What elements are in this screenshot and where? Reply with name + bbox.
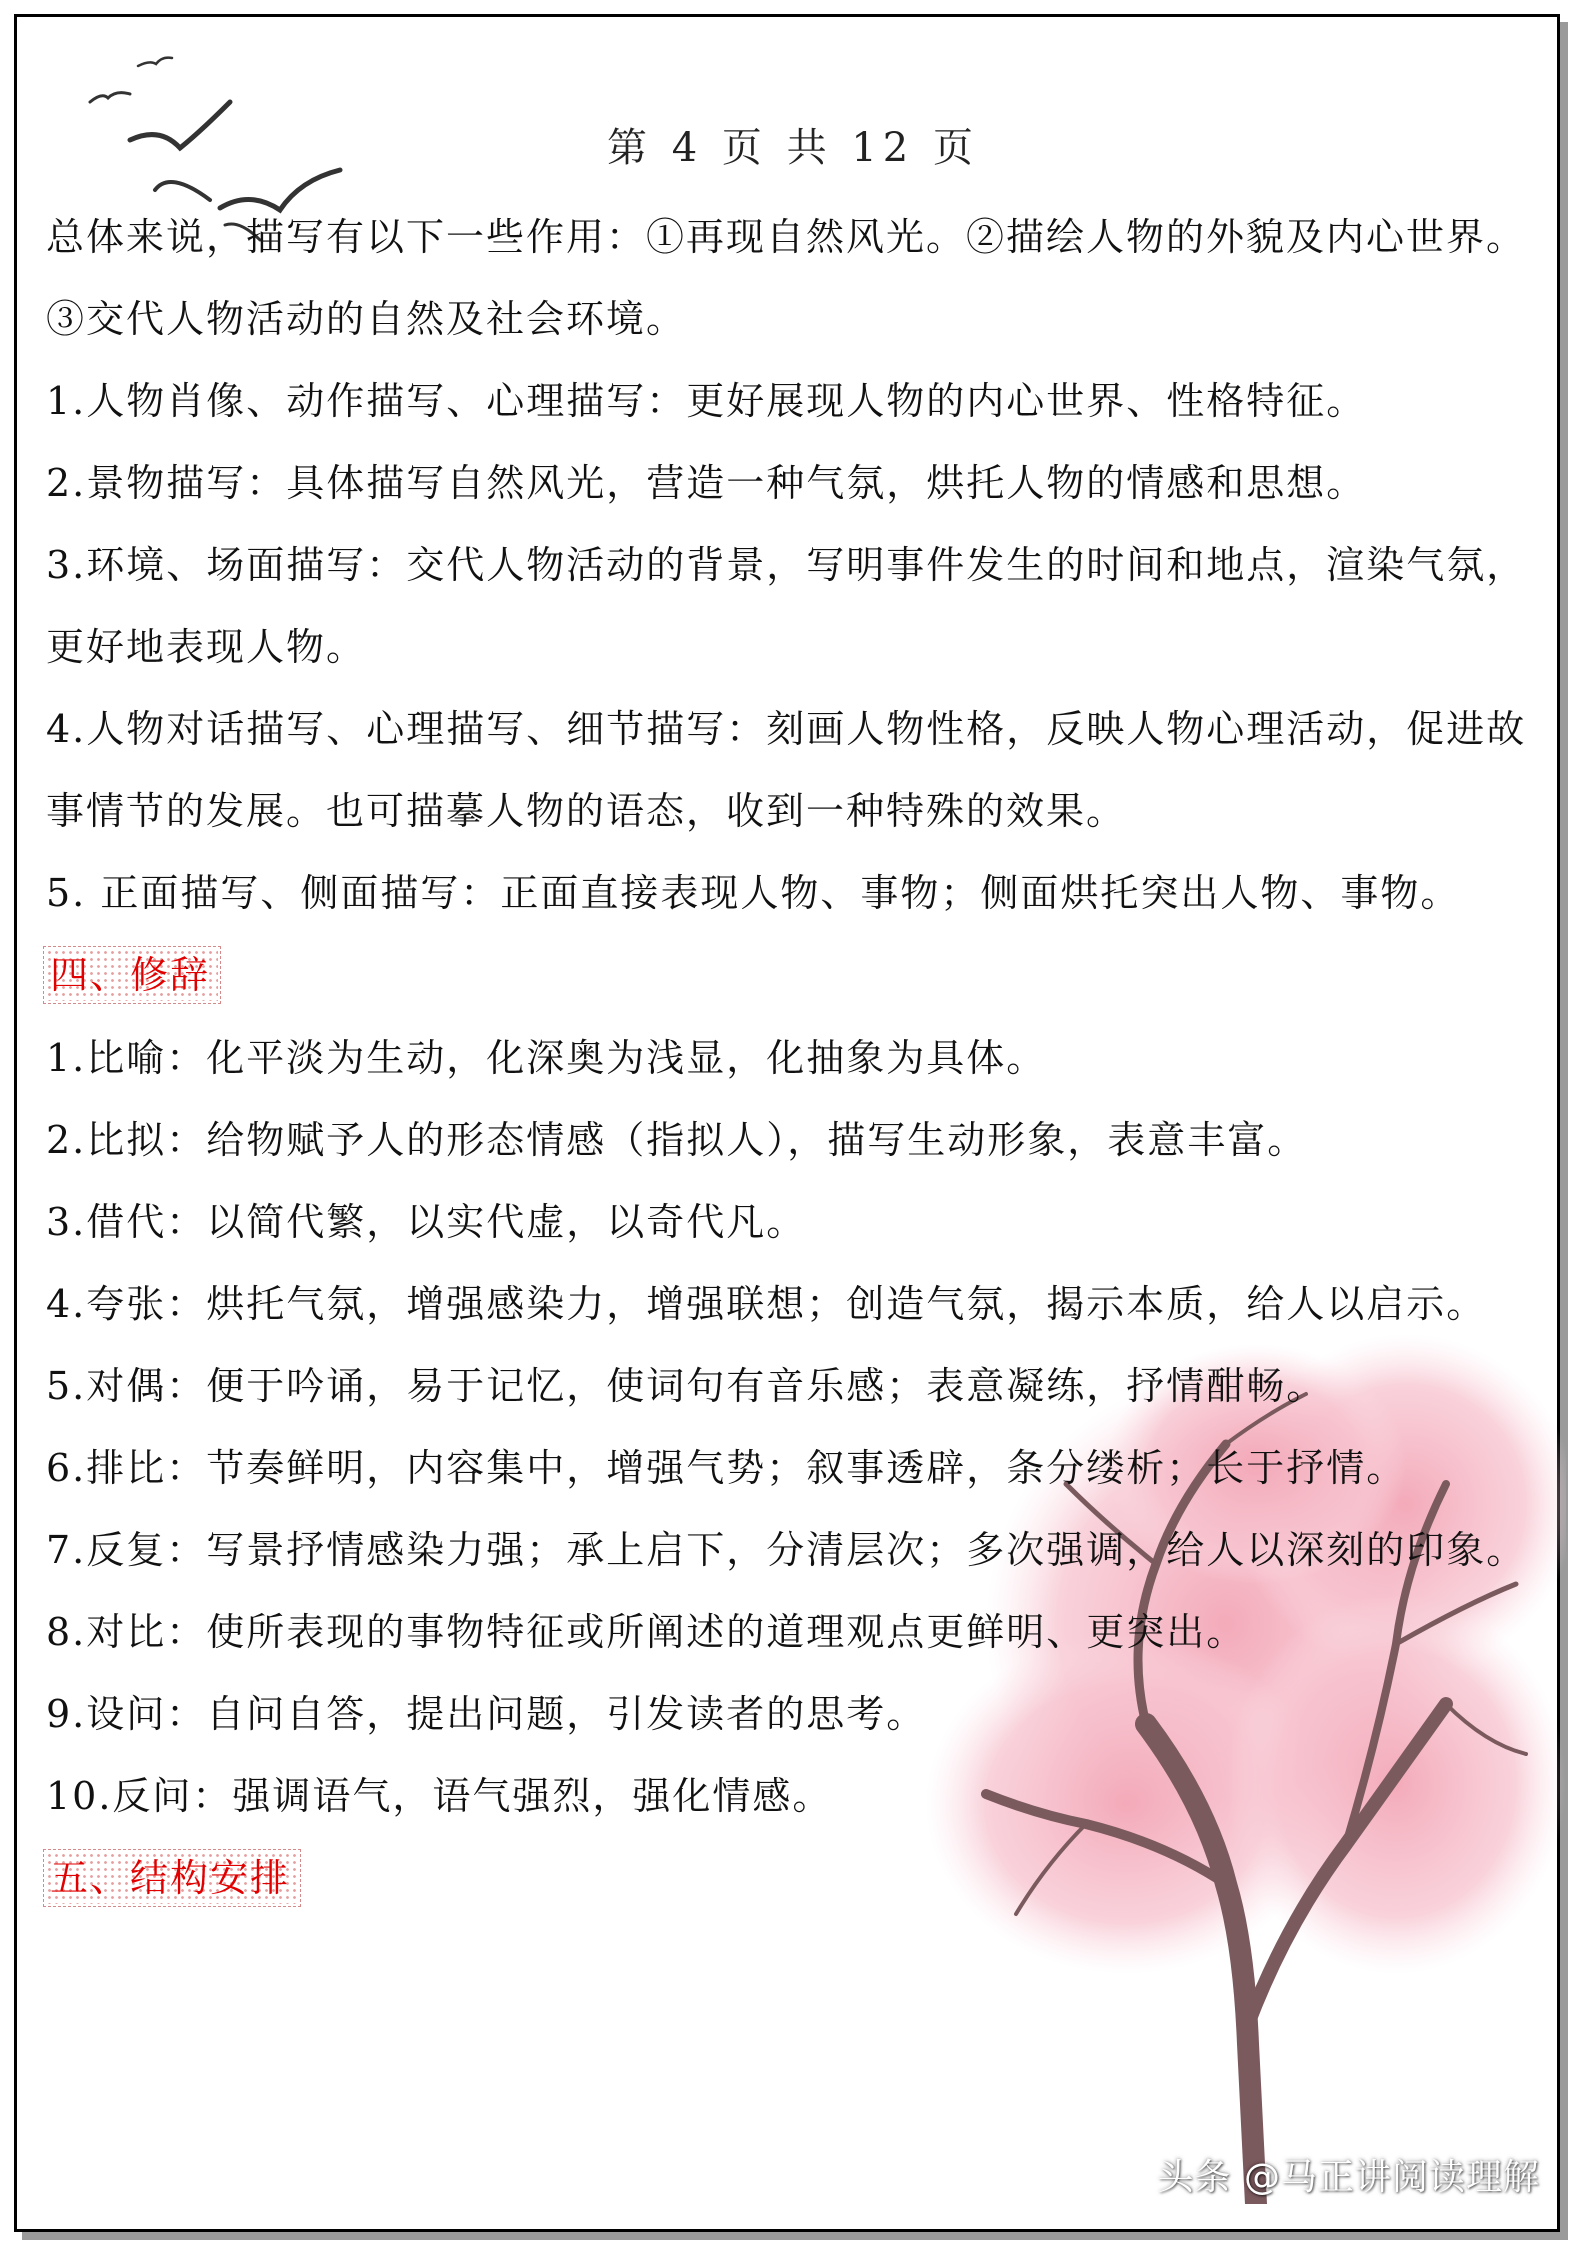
intro-paragraph: 总体来说，描写有以下一些作用：①再现自然风光。②描绘人物的外貌及内心世界。③交代人物活动的自然及社会环境。: [46, 215, 1527, 341]
document-body: [46, 196, 1546, 1920]
description-item: 4.人物对话描写、心理描写、细节描写：刻画人物性格，反映人物心理活动，促进故事情节的发展。也可描摹人物的语态，收到一种特殊的效果。: [46, 707, 1527, 833]
rhetoric-item: 8.对比：使所表现的事物特征或所阐述的道理观点更鲜明、更突出。: [46, 1610, 1247, 1654]
section-heading-rhetoric: 四、修辞: [46, 949, 218, 1001]
description-item: 1.人物肖像、动作描写、心理描写：更好展现人物的内心世界、性格特征。: [46, 379, 1367, 423]
description-item: 5. 正面描写、侧面描写：正面直接表现人物、事物；侧面烘托突出人物、事物。: [46, 871, 1461, 915]
rhetoric-item: 3.借代：以简代繁，以实代虚，以奇代凡。: [46, 1200, 807, 1244]
rhetoric-item: 7.反复：写景抒情感染力强；承上启下，分清层次；多次强调，给人以深刻的印象。: [46, 1528, 1527, 1572]
rhetoric-item: 4.夸张：烘托气氛，增强感染力，增强联想；创造气氛，揭示本质，给人以启示。: [46, 1282, 1487, 1326]
source-watermark: 头条 @马正讲阅读理解: [1157, 2157, 1540, 2198]
rhetoric-item: 9.设问：自问自答，提出问题，引发读者的思考。: [46, 1692, 927, 1736]
rhetoric-item: 6.排比：节奏鲜明，内容集中，增强气势；叙事透辟，条分缕析；长于抒情。: [46, 1446, 1407, 1490]
description-item: 3.环境、场面描写：交代人物活动的背景，写明事件发生的时间和地点，渲染气氛，更好地表现人物。: [46, 543, 1527, 669]
rhetoric-item: 5.对偶：便于吟诵，易于记忆，使词句有音乐感；表意凝练，抒情酣畅。: [46, 1364, 1327, 1408]
description-item: 2.景物描写：具体描写自然风光，营造一种气氛，烘托人物的情感和思想。: [46, 461, 1367, 505]
page-number: 第 4 页 共 12 页: [607, 125, 979, 171]
rhetoric-item: 2.比拟：给物赋予人的形态情感（指拟人），描写生动形象，表意丰富。: [46, 1118, 1308, 1162]
rhetoric-item: 10.反问：强调语气，语气强烈，强化情感。: [46, 1774, 833, 1818]
section-heading-structure: 五、结构安排: [46, 1852, 298, 1904]
rhetoric-item: 1.比喻：化平淡为生动，化深奥为浅显，化抽象为具体。: [46, 1036, 1047, 1080]
